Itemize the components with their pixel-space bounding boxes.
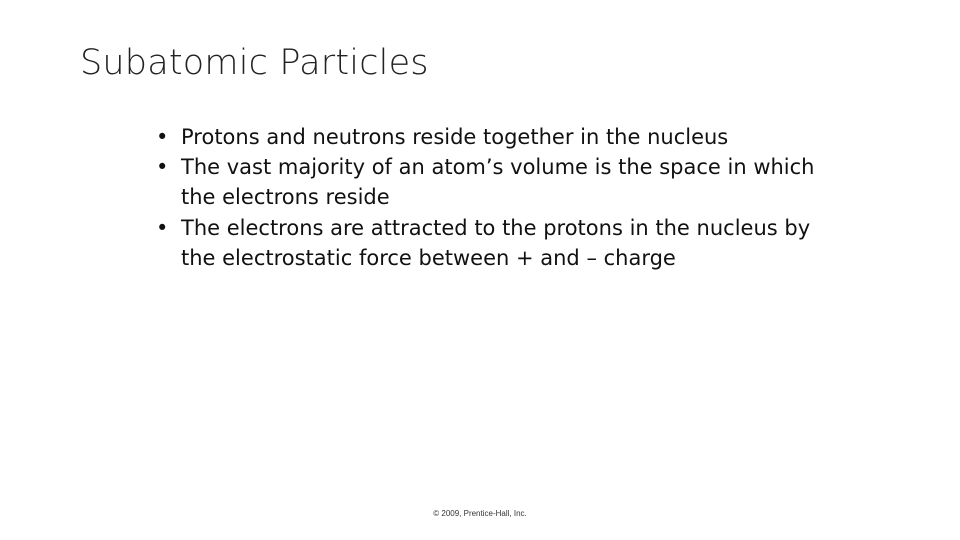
bullet-text: The vast majority of an atom’s volume is the space in which the electrons reside (181, 155, 815, 210)
bullet-marker: • (156, 125, 169, 149)
bullet-marker: • (156, 215, 169, 240)
bullet-text: The electrons are attracted to the protons in the nucleus by the electrostatic force between + and – charge (181, 215, 811, 270)
bullet-item (156, 122, 816, 152)
bullet-item (156, 213, 816, 273)
slide-title: Subatomic Particles (80, 43, 429, 83)
bullet-list (156, 122, 816, 273)
bullet-marker: • (156, 155, 169, 180)
copyright-footer: © 2009, Prentice-Hall, Inc. (433, 509, 527, 518)
bullet-item (156, 152, 816, 212)
bullet-text: Protons and neutrons reside together in the nucleus (181, 125, 729, 149)
